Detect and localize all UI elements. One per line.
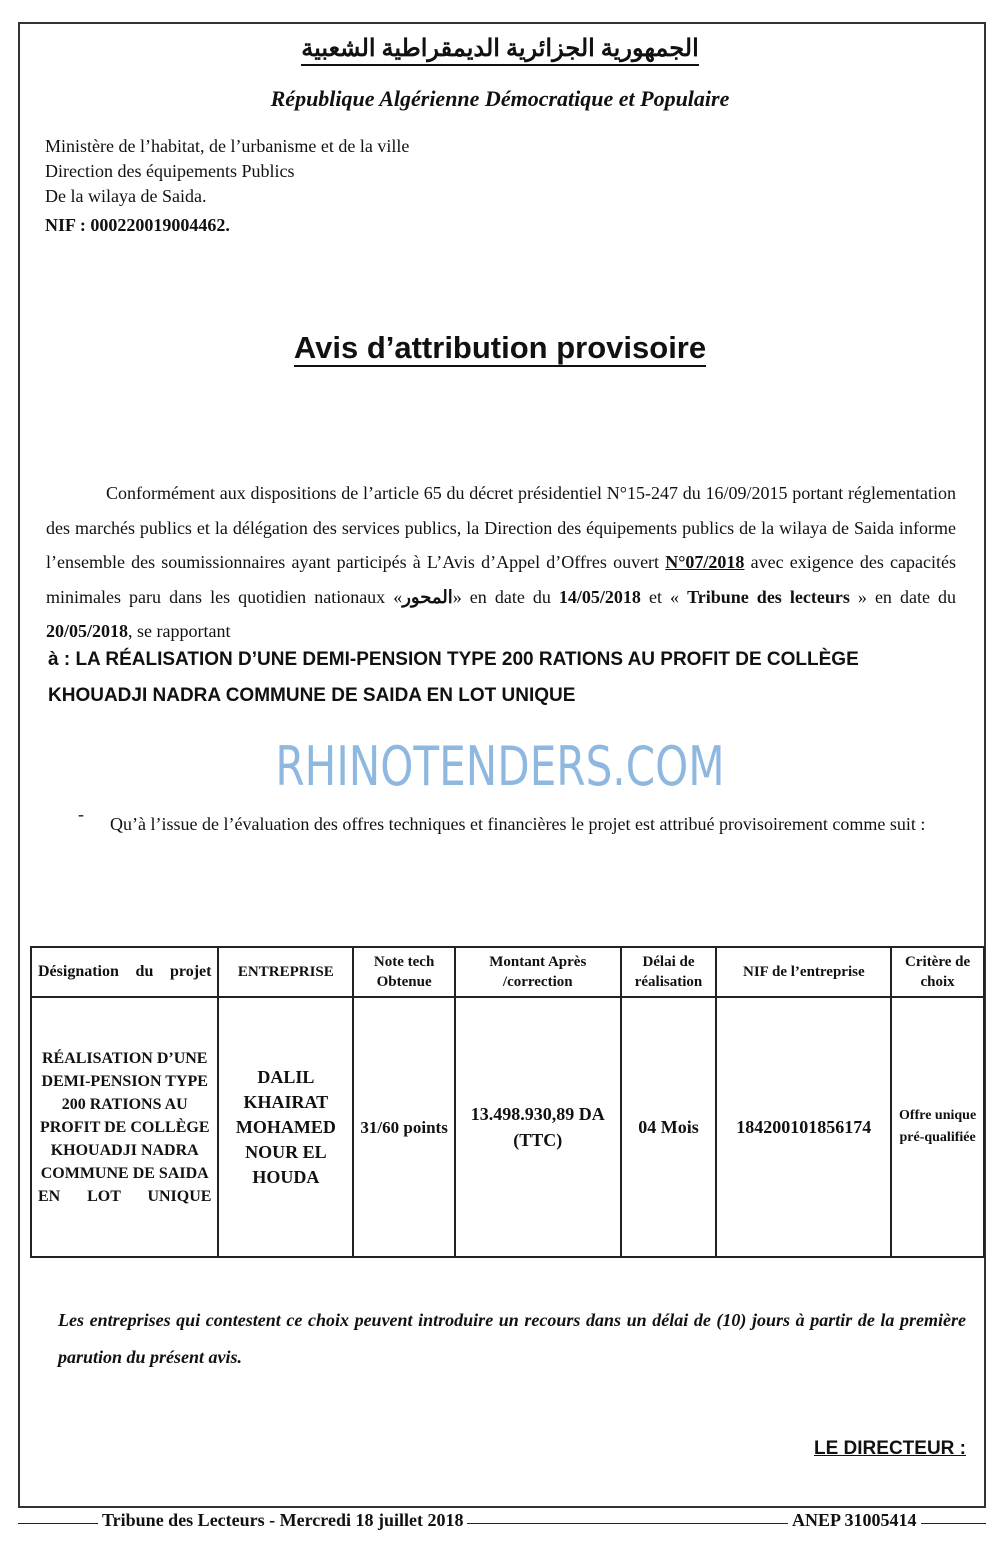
header-amount: Montant Après /correction bbox=[455, 947, 621, 997]
bullet-text: Qu’à l’issue de l’évaluation des offres techniques et financières le projet est attribué provisoirement comme suit : bbox=[110, 814, 926, 834]
arabic-republic-title: الجمهورية الجزائرية الديمقراطية الشعبية bbox=[0, 34, 1000, 63]
footer-publication: Tribune des Lecteurs - Mercredi 18 juillet 2018 bbox=[98, 1510, 467, 1531]
header-note: Note tech Obtenue bbox=[353, 947, 455, 997]
cell-enterprise: DALIL KHAIRAT MOHAMED NOUR EL HOUDA bbox=[218, 997, 353, 1257]
cell-amount: 13.498.930,89 DA (TTC) bbox=[455, 997, 621, 1257]
table-header-row bbox=[31, 947, 984, 997]
attribution-table bbox=[30, 946, 985, 1258]
cell-note: 31/60 points bbox=[353, 997, 455, 1257]
document-title: Avis d’attribution provisoire bbox=[293, 330, 707, 365]
cell-project: RÉALISATION D’UNE DEMI-PENSION TYPE 200 RATIONS AU PROFIT DE COLLÈGE KHOUADJI NADRA COMMUNE DE SAIDA EN LOT UNIQUE bbox=[31, 997, 218, 1257]
header-nif: NIF de l’entreprise bbox=[716, 947, 891, 997]
wilaya-line: De la wilaya de Saida. bbox=[45, 186, 207, 206]
republic-title: République Algérienne Démocratique et Populaire bbox=[270, 86, 730, 111]
direction-line: Direction des équipements Publics bbox=[45, 161, 295, 181]
watermark: RHINOTENDERS.COM bbox=[275, 735, 725, 798]
cell-nif: 184200101856174 bbox=[716, 997, 891, 1257]
project-subject: à : LA RÉALISATION D’UNE DEMI-PENSION TYPE 200 RATIONS AU PROFIT DE COLLÈGE KHOUADJI NADRA COMMUNE DE SAIDA EN LOT UNIQUE bbox=[48, 649, 859, 706]
header-enterprise: ENTREPRISE bbox=[218, 947, 353, 997]
nif-line: NIF : 000220019004462. bbox=[45, 215, 230, 235]
footer-anep: ANEP 31005414 bbox=[788, 1510, 921, 1531]
appeal-notice: Les entreprises qui contestent ce choix peuvent introduire un recours dans un délai de (10) jours à partir de la première parution du présent avis. bbox=[58, 1310, 966, 1367]
bullet-dash: - bbox=[78, 804, 84, 824]
signature-label: LE DIRECTEUR : bbox=[814, 1438, 966, 1459]
cell-delay: 04 Mois bbox=[621, 997, 717, 1257]
header-delay: Délai de réalisation bbox=[621, 947, 717, 997]
cell-criteria: Offre unique pré-qualifiée bbox=[891, 997, 984, 1257]
header-criteria: Critère de choix bbox=[891, 947, 984, 997]
table-row bbox=[31, 997, 984, 1257]
newspaper-arabic: المحور bbox=[402, 586, 453, 607]
header-designation: Désignation du projet bbox=[31, 947, 218, 997]
notice-body: Conformément aux dispositions de l’article 65 du décret présidentiel N°15-247 du 16/09/2015 portant réglementation des marchés publics et la délégation des services publics, la Direction des équipements publics de la wilaya de Saida informe l’ensemble des soumissionnaires ayant participés à L’Avis d’Appel d’Offres ouvert N°07/2018 avec exigence des capacités minimales paru dans les quotidien nationaux «المحور» en date du 14/05/2018 et « Tribune des lecteurs » en date du 20/05/2018, se rapportant bbox=[46, 483, 957, 641]
tender-number: N°07/2018 bbox=[665, 552, 745, 572]
ministry-line: Ministère de l’habitat, de l’urbanisme et de la ville bbox=[45, 136, 410, 156]
newspaper-tribune: Tribune des lecteurs bbox=[687, 586, 850, 607]
